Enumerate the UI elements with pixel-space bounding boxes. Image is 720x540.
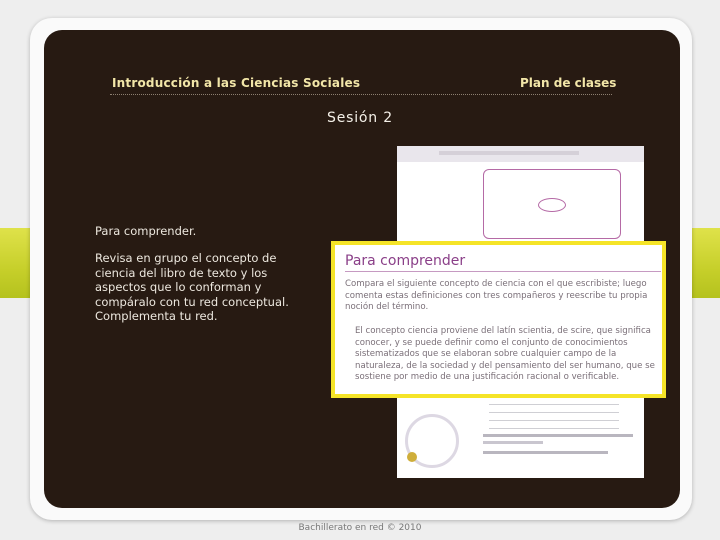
- callout-definition: El concepto ciencia proviene del latín scientia, de scire, que significa conocer, y se puede definir como el conjunto de conocimientos sistematizados que se elaboran sobre cualquier campo de la naturaleza, de la sociedad y del pensamiento del ser humano, que se sostiene por medio de una justificación racional o verificable.: [355, 326, 655, 383]
- page-header-text: [439, 151, 579, 155]
- activity-instructions: Revisa en grupo el concepto de ciencia del libro de texto y los aspectos que lo conforman y compáralo con tu red conceptual. Complementa tu red.: [95, 251, 289, 324]
- activity-title: Para comprender.: [95, 224, 197, 238]
- page-footnote-line: [483, 451, 608, 454]
- callout-divider: [345, 271, 661, 272]
- header-divider: [110, 94, 612, 95]
- page-footnote-line: [483, 441, 543, 444]
- course-title: Introducción a las Ciencias Sociales: [112, 76, 361, 90]
- concept-map-node: [538, 198, 566, 212]
- page-number-dot: [407, 452, 417, 462]
- session-title: Sesión 2: [327, 110, 393, 126]
- callout-instruction: Compara el siguiente concepto de ciencia con el que escribiste; luego comenta estas definiciones con tres compañeros y reescribe tu propia noción del término.: [345, 279, 648, 313]
- callout-title: Para comprender: [345, 253, 466, 269]
- para-comprender-callout: [331, 241, 666, 398]
- footer-copyright: Bachillerato en red © 2010: [298, 523, 422, 533]
- page-header-band: [397, 146, 644, 162]
- writing-lines: [489, 404, 619, 436]
- section-title: Plan de clases: [520, 76, 617, 90]
- page-footnote-line: [483, 434, 633, 437]
- concept-map-box: [483, 169, 621, 239]
